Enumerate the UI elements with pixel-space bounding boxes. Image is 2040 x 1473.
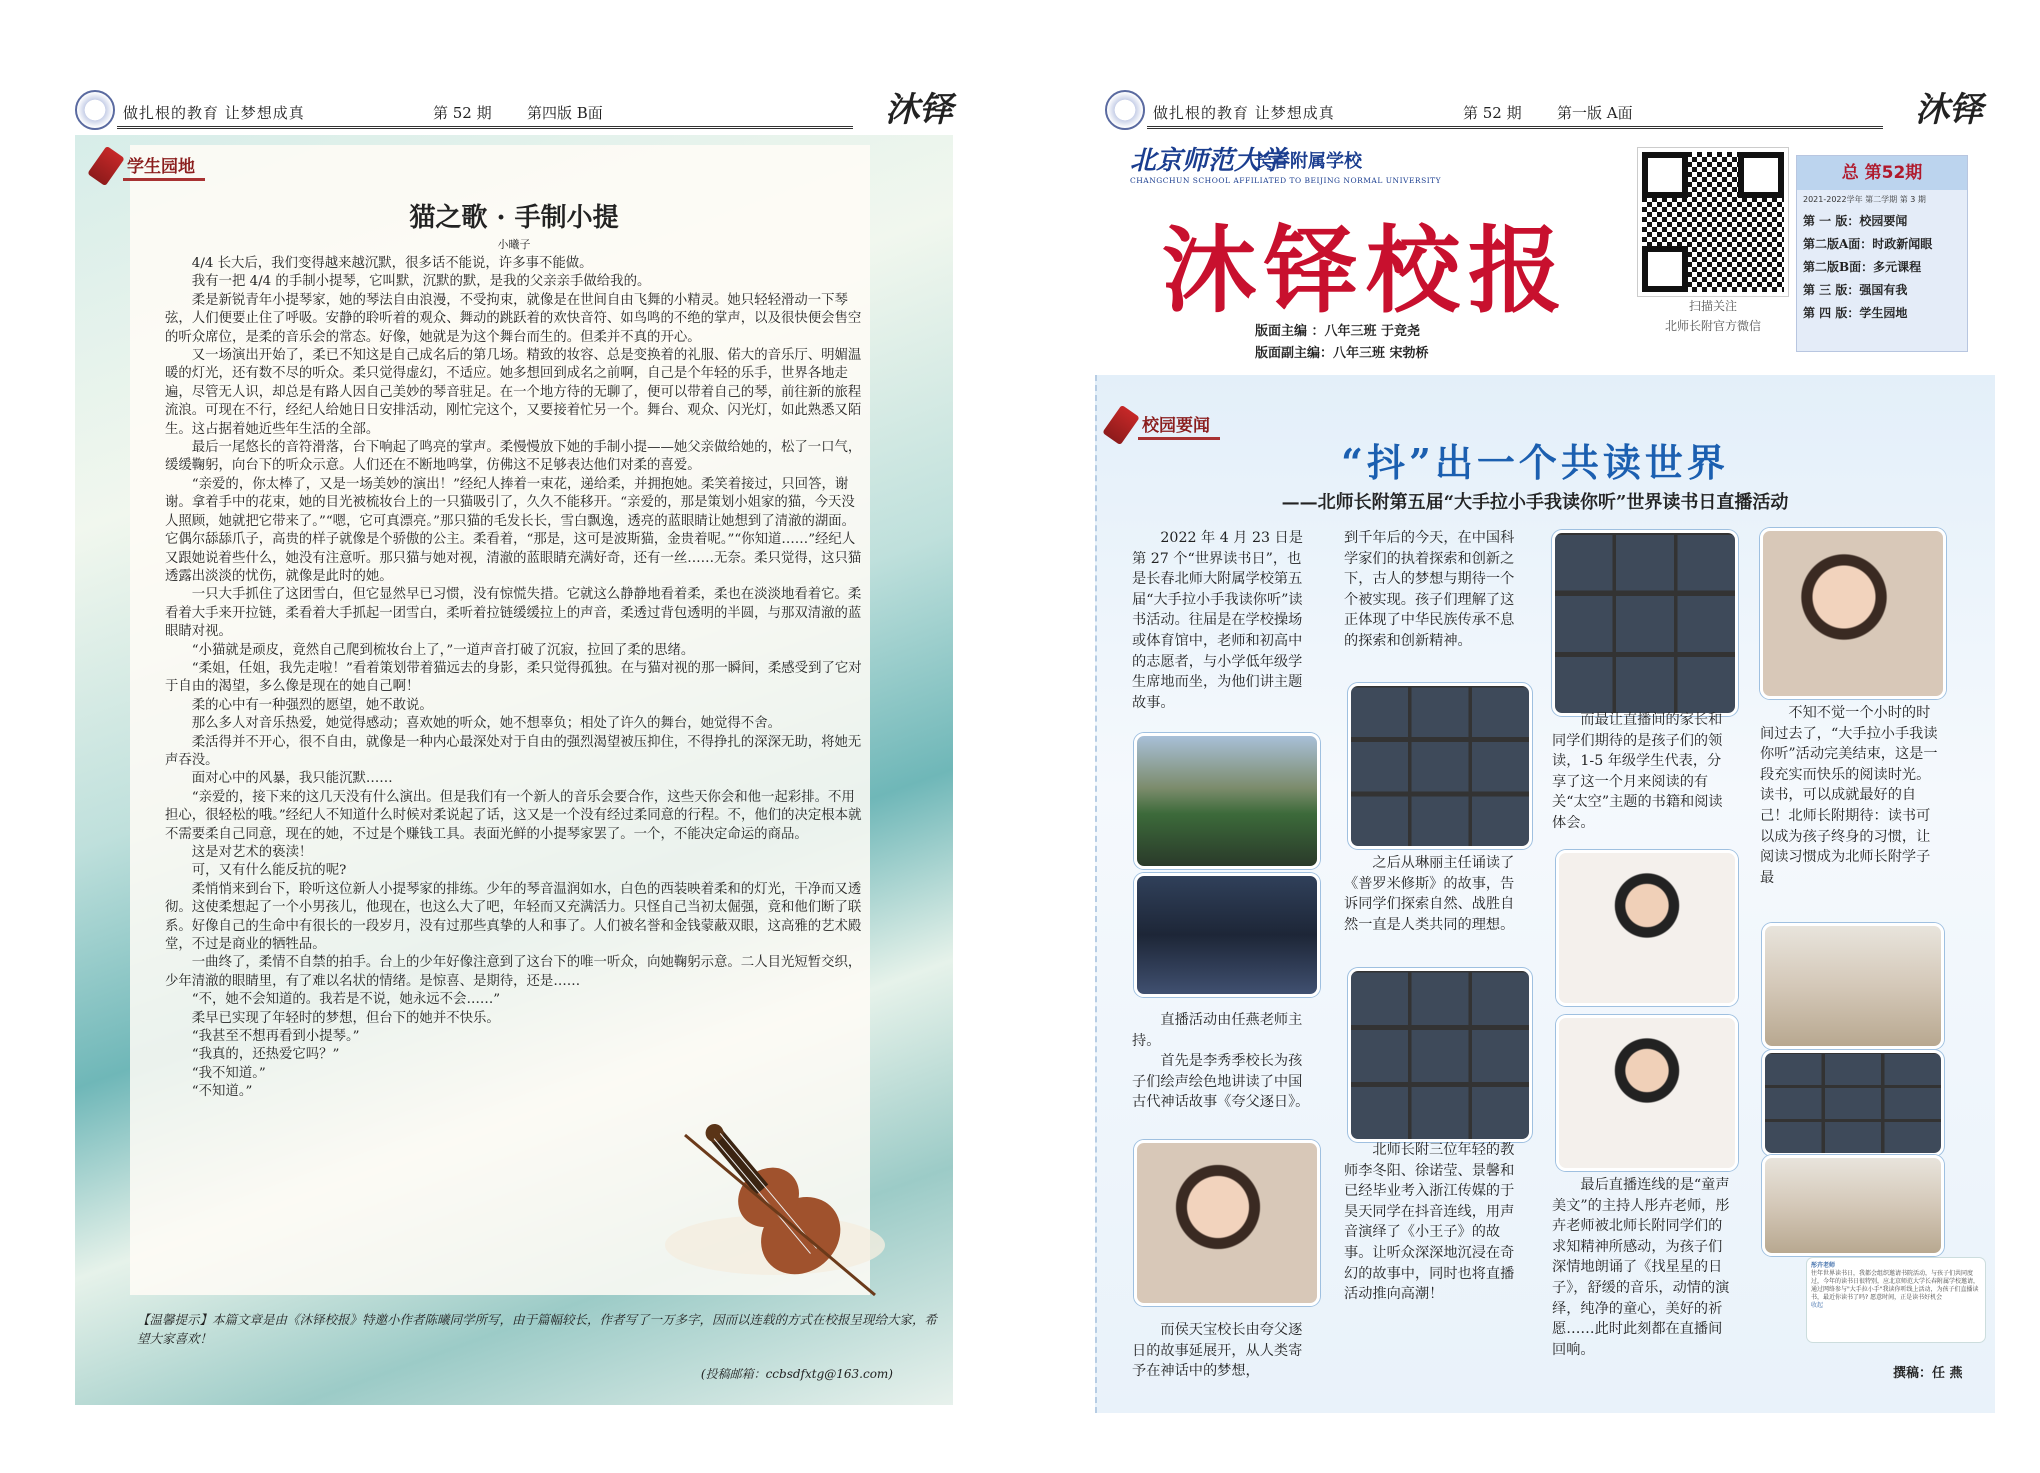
table-of-contents [1796, 155, 1968, 352]
article-paragraph: “亲爱的，你太棒了，又是一场美妙的演出！”经纪人捧着一束花，递给柔，并拥抱她。柔笑着接过，只回答，谢谢。拿着手中的花束，她的目光被梳妆台上的一只猫吸引了，久久不能移开。“亲爱的，那是策划小姐家的猫，今天没人照顾，她就把它带来了。”“嗯，它可真漂亮。”那只猫的毛发长长，雪白飘逸，透亮的蓝眼睛让她想到了清澈的湖面。它偶尔舔舔爪子，高贵的样子就像是个骄傲的公主。柔看着，“那是，这可是波斯猫，金贵着呢。”“你知道……”经纪人又跟她说着些什么，她没有注意听。那只猫与她对视，清澈的蓝眼睛充满好奇，还有一丝……无奈。柔只觉得，这只猫透露出淡淡的忧伤，就像是此时的她。 [165, 476, 862, 584]
photo-student-reading [1556, 850, 1738, 1006]
pen-icon [87, 146, 125, 186]
article-paragraph: 一只大手抓住了这团雪白，但它显然早已习惯，没有惊慌失措。它就这么静静地看着柔，柔也在淡淡地看着它。柔看着大手来开拉链，柔看着大手抓起一团雪白，柔听着拉链缓缓拉上的声音，柔透过背包透明的半圆，与那双清澈的蓝眼睛对视。 [165, 587, 862, 640]
student-corner-panel [75, 135, 953, 1405]
school-name: 北京师范大学 [1130, 146, 1287, 176]
article-column [1344, 528, 1522, 652]
school-english-name: CHANGCHUN SCHOOL AFFILIATED TO BEIJING NORMAL UNIVERSITY [1130, 176, 1442, 185]
qr-code [1638, 148, 1788, 296]
article-paragraph: 柔的心中有一种强烈的愿望，她不敢说。 [191, 697, 433, 713]
article-paragraph: 面对心中的风暴，我只能沉默…… [191, 771, 393, 787]
school-logo [1105, 90, 1145, 130]
qr-caption-line: 北师长附官方微信 [1664, 319, 1761, 333]
toc-item: 第二版A面：时政新闻眼 [1803, 237, 1933, 251]
reminder-note: 【温馨提示】本篇文章是由《沐铎校报》特邀小作者陈曦同学所写，由于篇幅较长，作者写了一万多字，因而以连载的方式在校报呈现给大家，希望大家喜欢！ [137, 1312, 938, 1346]
section-tag [95, 149, 205, 183]
article-paragraph: “我不知道。” [191, 1065, 266, 1081]
photo-livestream-grid [1348, 683, 1532, 849]
subheadline: ——北师长附第五届“大手拉小手我读你听”世界读书日直播活动 [1281, 492, 1789, 513]
article-paragraph: 4/4 长大后，我们变得越来越沉默，很多话不能说，许多事不能做。 [191, 256, 593, 271]
article-title: 猫之歌 · 手制小提 [409, 203, 619, 233]
paragraph: 不知不觉一个小时的时间过去了，“大手拉小手我读你听”活动完美结束，这是一段充实而快乐的阅读时光。读书，可以成就最好的自己！北师长附期待：读书可以成为孩子终身的习惯，让阅读习惯成为北师长附学子最 [1760, 705, 1938, 886]
edition-label: 第一版 A面 [1557, 104, 1633, 122]
page-4b [0, 0, 1010, 1473]
submission-email: (投稿邮箱：ccbsdfxtg@163.com) [700, 1367, 893, 1381]
article-paragraph: 柔活得并不开心，很不自由，就像是一种内心最深处对于自由的强烈渴望被压抑住，不得挣扎的深深无助，将她无声吞没。 [165, 734, 862, 768]
issue-number: 第 52 期 [433, 104, 492, 122]
page-header [1105, 90, 1983, 130]
photo-student-grid [1552, 530, 1738, 716]
section-title: 学生园地 [123, 152, 205, 181]
toc-item: 第 四 版：学生园地 [1803, 306, 1908, 320]
photo-reading-outdoors [1134, 733, 1320, 869]
article-column [1760, 703, 1942, 888]
qr-caption [1638, 296, 1788, 336]
school-logo [75, 90, 115, 130]
paragraph: 直播活动由任燕老师主持。 [1132, 1012, 1303, 1049]
article-paragraph: “亲爱的，接下来的这几天没有什么演出。但是我们有一个新人的音乐会要合作，这些天你会和他一起彩排。不用担心，很轻松的哦。”经纪人不知道什么时候对柔说起了话，这又是一个没有经过柔同意的行程。不，他们的决定根本就不需要柔自己同意，现在的她，不过是个赚钱工具。表面光鲜的小提琴家罢了。一个，不能决定命运的商品。 [165, 789, 862, 842]
article-author: 小曦子 [497, 238, 531, 251]
photo-host-teacher [1760, 528, 1946, 699]
photo-family-reading [1762, 923, 1944, 1049]
byline: 撰稿：任 燕 [1893, 1366, 1963, 1381]
motto: 做扎根的教育 让梦想成真 [1153, 104, 1335, 122]
article-paragraph: “我甚至不想再看到小提琴。” [191, 1029, 360, 1045]
toc-item: 第 一 版：校园要闻 [1803, 214, 1908, 228]
article-paragraph: 最后一尾悠长的音符滑落，台下响起了鸣亮的掌声。柔慢慢放下她的手制小提——她父亲做给她的，松了一口气，缓缓鞠躬，向台下的听众示意。人们还在不断地鸣掌，仿佛这不足够表达他们对柔的喜爱。 [165, 440, 862, 474]
article-column [1132, 1010, 1310, 1113]
paragraph: 到千年后的今天，在中国科学家们的执着探索和创新之下，古人的梦想与期待一个个被实现。孩子们理解了这正体现了中华民族传承不息的探索和创新精神。 [1344, 530, 1515, 649]
qr-finder [1738, 152, 1784, 198]
school-subname: 长春附属学校 [1254, 151, 1362, 172]
term-info: 2021-2022学年 第二学期 第 3 期 [1803, 195, 1926, 204]
qr-finder [1642, 246, 1688, 292]
photo-family-reading [1762, 1050, 1944, 1156]
article-paragraph: 柔早已实现了年轻时的梦想，但台下的她并不快乐。 [191, 1010, 500, 1026]
photo-principal-live [1134, 1140, 1320, 1306]
paragraph: 北师长附三位年轻的教师李冬阳、徐诺莹、景馨和已经毕业考入浙江传媒的于昊天同学在抖音连线，用声音演绎了《小王子》的故事。让听众深深地沉浸在奇幻的故事中，同时也将直播活动推向高潮！ [1344, 1142, 1515, 1303]
photo-family-reading [1762, 1155, 1944, 1256]
qr-caption-line: 扫描关注 [1688, 299, 1737, 313]
photo-reading-gym [1134, 873, 1320, 997]
article-paragraph: 柔是新锐青年小提琴家，她的琴法自由浪漫，不受拘束，就像是在世间自由飞舞的小精灵。她只轻轻滑动一下琴弦，人们便要止住了呼吸。安静的聆听着的观众、舞动的跳跃着的欢快音符、如鸟鸣的不绝的掌声，以及很快便会售空的听众席位，是柔的音乐会的常态。好像，她就是为这个舞台而生的。但柔并不真的开心。 [165, 292, 862, 345]
issue-number: 第 52 期 [1463, 104, 1522, 122]
brand-mark: 沐铎 [1915, 90, 1983, 130]
article-column [1552, 1175, 1730, 1360]
photo-teacher-live [1348, 968, 1532, 1142]
article-paragraph: 一曲终了，柔情不自禁的拍手。台上的少年好像注意到了这台下的唯一听众，向她鞠躬示意。二人目光短暂交织，少年清澈的眼睛里，有了难以名状的情绪。是惊喜、是期待，还是…… [165, 955, 862, 989]
article-body [165, 255, 865, 1102]
wechat-post [1807, 1258, 1985, 1342]
paragraph: 而最让直播间的家长和同学们期待的是孩子们的领读，1-5 年级学生代表，分享了这一个月来阅读的有关“太空”主题的书籍和阅读体会。 [1552, 712, 1723, 831]
paper-title: 沐铎校报 [1162, 216, 1571, 326]
editors [1255, 320, 1429, 364]
headline: “抖”出一个共读世界 [1341, 440, 1729, 485]
article-paragraph: “不知道。” [191, 1084, 253, 1100]
wechat-collapse[interactable]: 收起 [1811, 1302, 1824, 1309]
paragraph: 最后直播连线的是“童声美文”的主持人彤卉老师，彤卉老师被北师长附同学们的求知精神所感动，为孩子们深情地朗诵了《找星星的日子》，舒缓的音乐，动情的演绎，纯净的童心，美好的祈愿……此时此刻都在直播间回响。 [1552, 1177, 1730, 1358]
wechat-author: 彤卉老师 [1811, 1262, 1836, 1269]
article-paragraph: 又一场演出开始了，柔已不知这是自己成名后的第几场。精致的妆容、总是变换着的礼服、偌大的音乐厅、明媚温暖的灯光，还有数不尽的听众。柔只觉得虚幻，不适应。她多想回到成名之前啊，自己是个年轻的乐手，世界各地走遍，尽管无人识，却总是有路人因自己美妙的琴音驻足。在一个地方待的无聊了，便可以带着自己的琴，前往新的旅程流浪。可现在不行，经纪人给她日日安排活动，刚忙完这个，又要接着忙另一个。舞台、观众、闪光灯，如此熟悉又陌生。这占据着她近些年生活的全部。 [165, 348, 862, 437]
header-rule [1147, 126, 1883, 129]
photo-student-reading [1556, 1015, 1738, 1171]
toc-item: 第二版B面：多元课程 [1803, 260, 1922, 274]
total-issue: 总 第52期 [1797, 156, 1967, 190]
article-column [1552, 710, 1730, 834]
paragraph: 2022 年 4 月 23 日是第 27 个“世界读书日”，也是长春北师大附属学校第五届“大手拉小手我读你听”读书活动。往届是在学校操场或体育馆中，老师和初高中的志愿者，与小学低年级学生席地而坐，为他们讲主题故事。 [1132, 530, 1303, 711]
chief-editor: 版面主编 ：八年三班 于竞尧 [1255, 324, 1421, 339]
page-header [75, 90, 953, 130]
paragraph: 首先是李秀季校长为孩子们绘声绘色地讲读了中国古代神话故事《夸父逐日》。 [1132, 1053, 1310, 1111]
violin-illustration [655, 1095, 895, 1315]
toc-item: 第 三 版：强国有我 [1803, 283, 1908, 297]
article-paragraph: 可，又有什么能反抗的呢? [191, 863, 347, 879]
article-paragraph: 我有一把 4/4 的手制小提琴，它叫默，沉默的默，是我的父亲亲手做给我的。 [191, 274, 651, 290]
article-paragraph: “不，她不会知道的。我若是不说，她永远不会……” [191, 992, 501, 1008]
header-rule [117, 126, 853, 129]
section-title: 校园要闻 [1138, 411, 1220, 440]
article-paragraph: “柔姐，任姐，我先走啦！”看着策划带着猫远去的身影，柔只觉得孤独。在与猫对视的那一瞬间，柔感受到了它对于自由的渴望，多么像是现在的她自己啊！ [165, 660, 862, 695]
article-paragraph: “我真的，还热爱它吗？” [191, 1047, 340, 1063]
edition-label: 第四版 B面 [527, 104, 603, 122]
page-1a [1030, 0, 2040, 1473]
paragraph: 之后从琳丽主任诵读了《普罗米修斯》的故事，告诉同学们探索自然、战胜自然一直是人类共同的理想。 [1344, 855, 1515, 933]
wechat-text: 往年世界读书日，我都会组织邀请书院活动，与孩子们共同度过，今年的读书日很特别，应北京师范大学长春附属学校邀请，通过网络参与"大手拉小手"我读你听线上活动，为孩子们直播读书，最近你读书了吗? 愿意时间，正是读书好机会 [1811, 1270, 1980, 1301]
article-column [1344, 853, 1522, 935]
vice-editor: 版面副主编：八年三班 宋勃桥 [1255, 346, 1429, 361]
article-paragraph: 柔悄悄来到台下，聆听这位新人小提琴家的排练。少年的琴音温润如水，白色的西装映着柔和的灯光，干净而又透彻。这使柔想起了一个小男孩儿，他现在，也这么大了吧，年轻而又充满活力。只怪自己当初太倔强，竟和他们断了联系。好像自己的生命中有很长的一段岁月，没有过那些真挚的人和事了。人们被名誉和金钱蒙蔽双眼，这高雅的艺术殿堂，不过是商业的牺牲品。 [165, 881, 862, 953]
motto: 做扎根的教育 让梦想成真 [123, 104, 305, 122]
article-column [1132, 1320, 1310, 1382]
article-column [1132, 528, 1310, 713]
article-column [1344, 1140, 1522, 1305]
paragraph: 而侯天宝校长由夸父逐日的故事延展开，从人类寄予在神话中的梦想， [1132, 1322, 1303, 1380]
brand-mark: 沐铎 [885, 90, 953, 130]
article-paragraph: 那么多人对音乐热爱，她觉得感动；喜欢她的听众，她不想辜负；相处了许久的舞台，她觉得不舍。 [191, 716, 781, 732]
qr-finder [1642, 152, 1688, 198]
article-paragraph: 这是对艺术的亵渎！ [191, 845, 313, 860]
article-paragraph: “小猫就是顽皮，竟然自己爬到梳妆台上了，”一道声音打破了沉寂，拉回了柔的思绪。 [191, 642, 695, 658]
